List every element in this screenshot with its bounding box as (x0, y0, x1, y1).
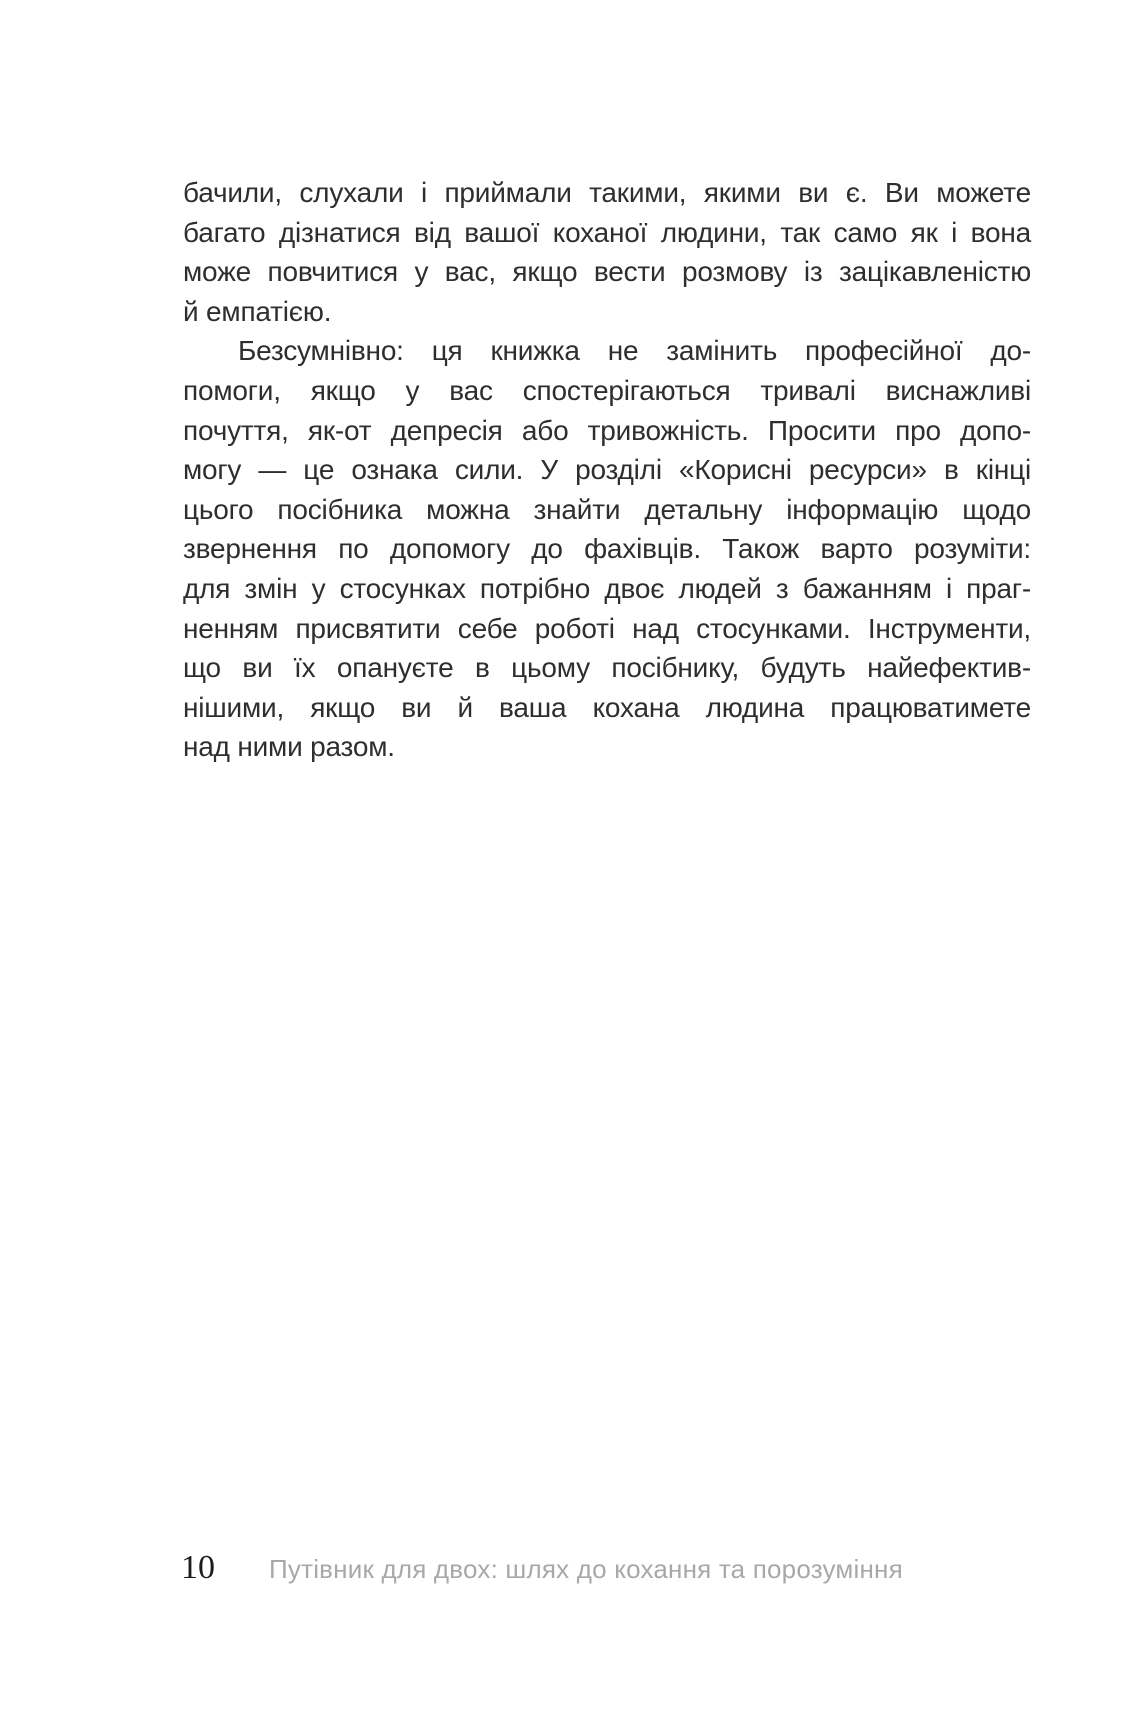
text-line: цього посібника можна знайти детальну інформацію щодо (183, 493, 1031, 525)
text-line: бачили, слухали і приймали такими, якими ви є. Ви можете (183, 177, 1031, 208)
text-line: Безсумнівно: ця книжка не замінить професійної до- (238, 335, 1031, 367)
text-line: нішими, якщо ви й ваша кохана людина працюватимете (183, 691, 1031, 723)
text-line: почуття, як-от депресія або тривожність. Просити про допо- (183, 414, 1031, 446)
text-line: над ними разом. (183, 731, 395, 763)
page-footer (181, 1549, 903, 1587)
text-line: й емпатією. (183, 295, 332, 327)
running-title: Путівник для двох: шлях до кохання та порозуміння (269, 1554, 903, 1584)
text-line: багато дізнатися від вашої коханої людини, так само як і вона (183, 216, 1031, 248)
text-line: могу — це ознака сили. У розділі «Корисні ресурси» в кінці (183, 454, 1031, 486)
text-line: що ви їх опануєте в цьому посібнику, будуть найефектив- (183, 652, 1031, 684)
text-block (183, 173, 1031, 767)
text-line: помоги, якщо у вас спостерігаються тривалі виснажливі (183, 374, 1031, 406)
text-line: для змін у стосунках потрібно двоє людей з бажанням і праг- (183, 572, 1031, 604)
text-line: звернення по допомогу до фахівців. Також варто розуміти: (183, 533, 1031, 565)
page-number: 10 (181, 1549, 215, 1586)
text-line: ненням присвятити себе роботі над стосунками. Інструменти, (183, 612, 1031, 644)
text-line: може повчитися у вас, якщо вести розмову із зацікавленістю (183, 256, 1031, 288)
